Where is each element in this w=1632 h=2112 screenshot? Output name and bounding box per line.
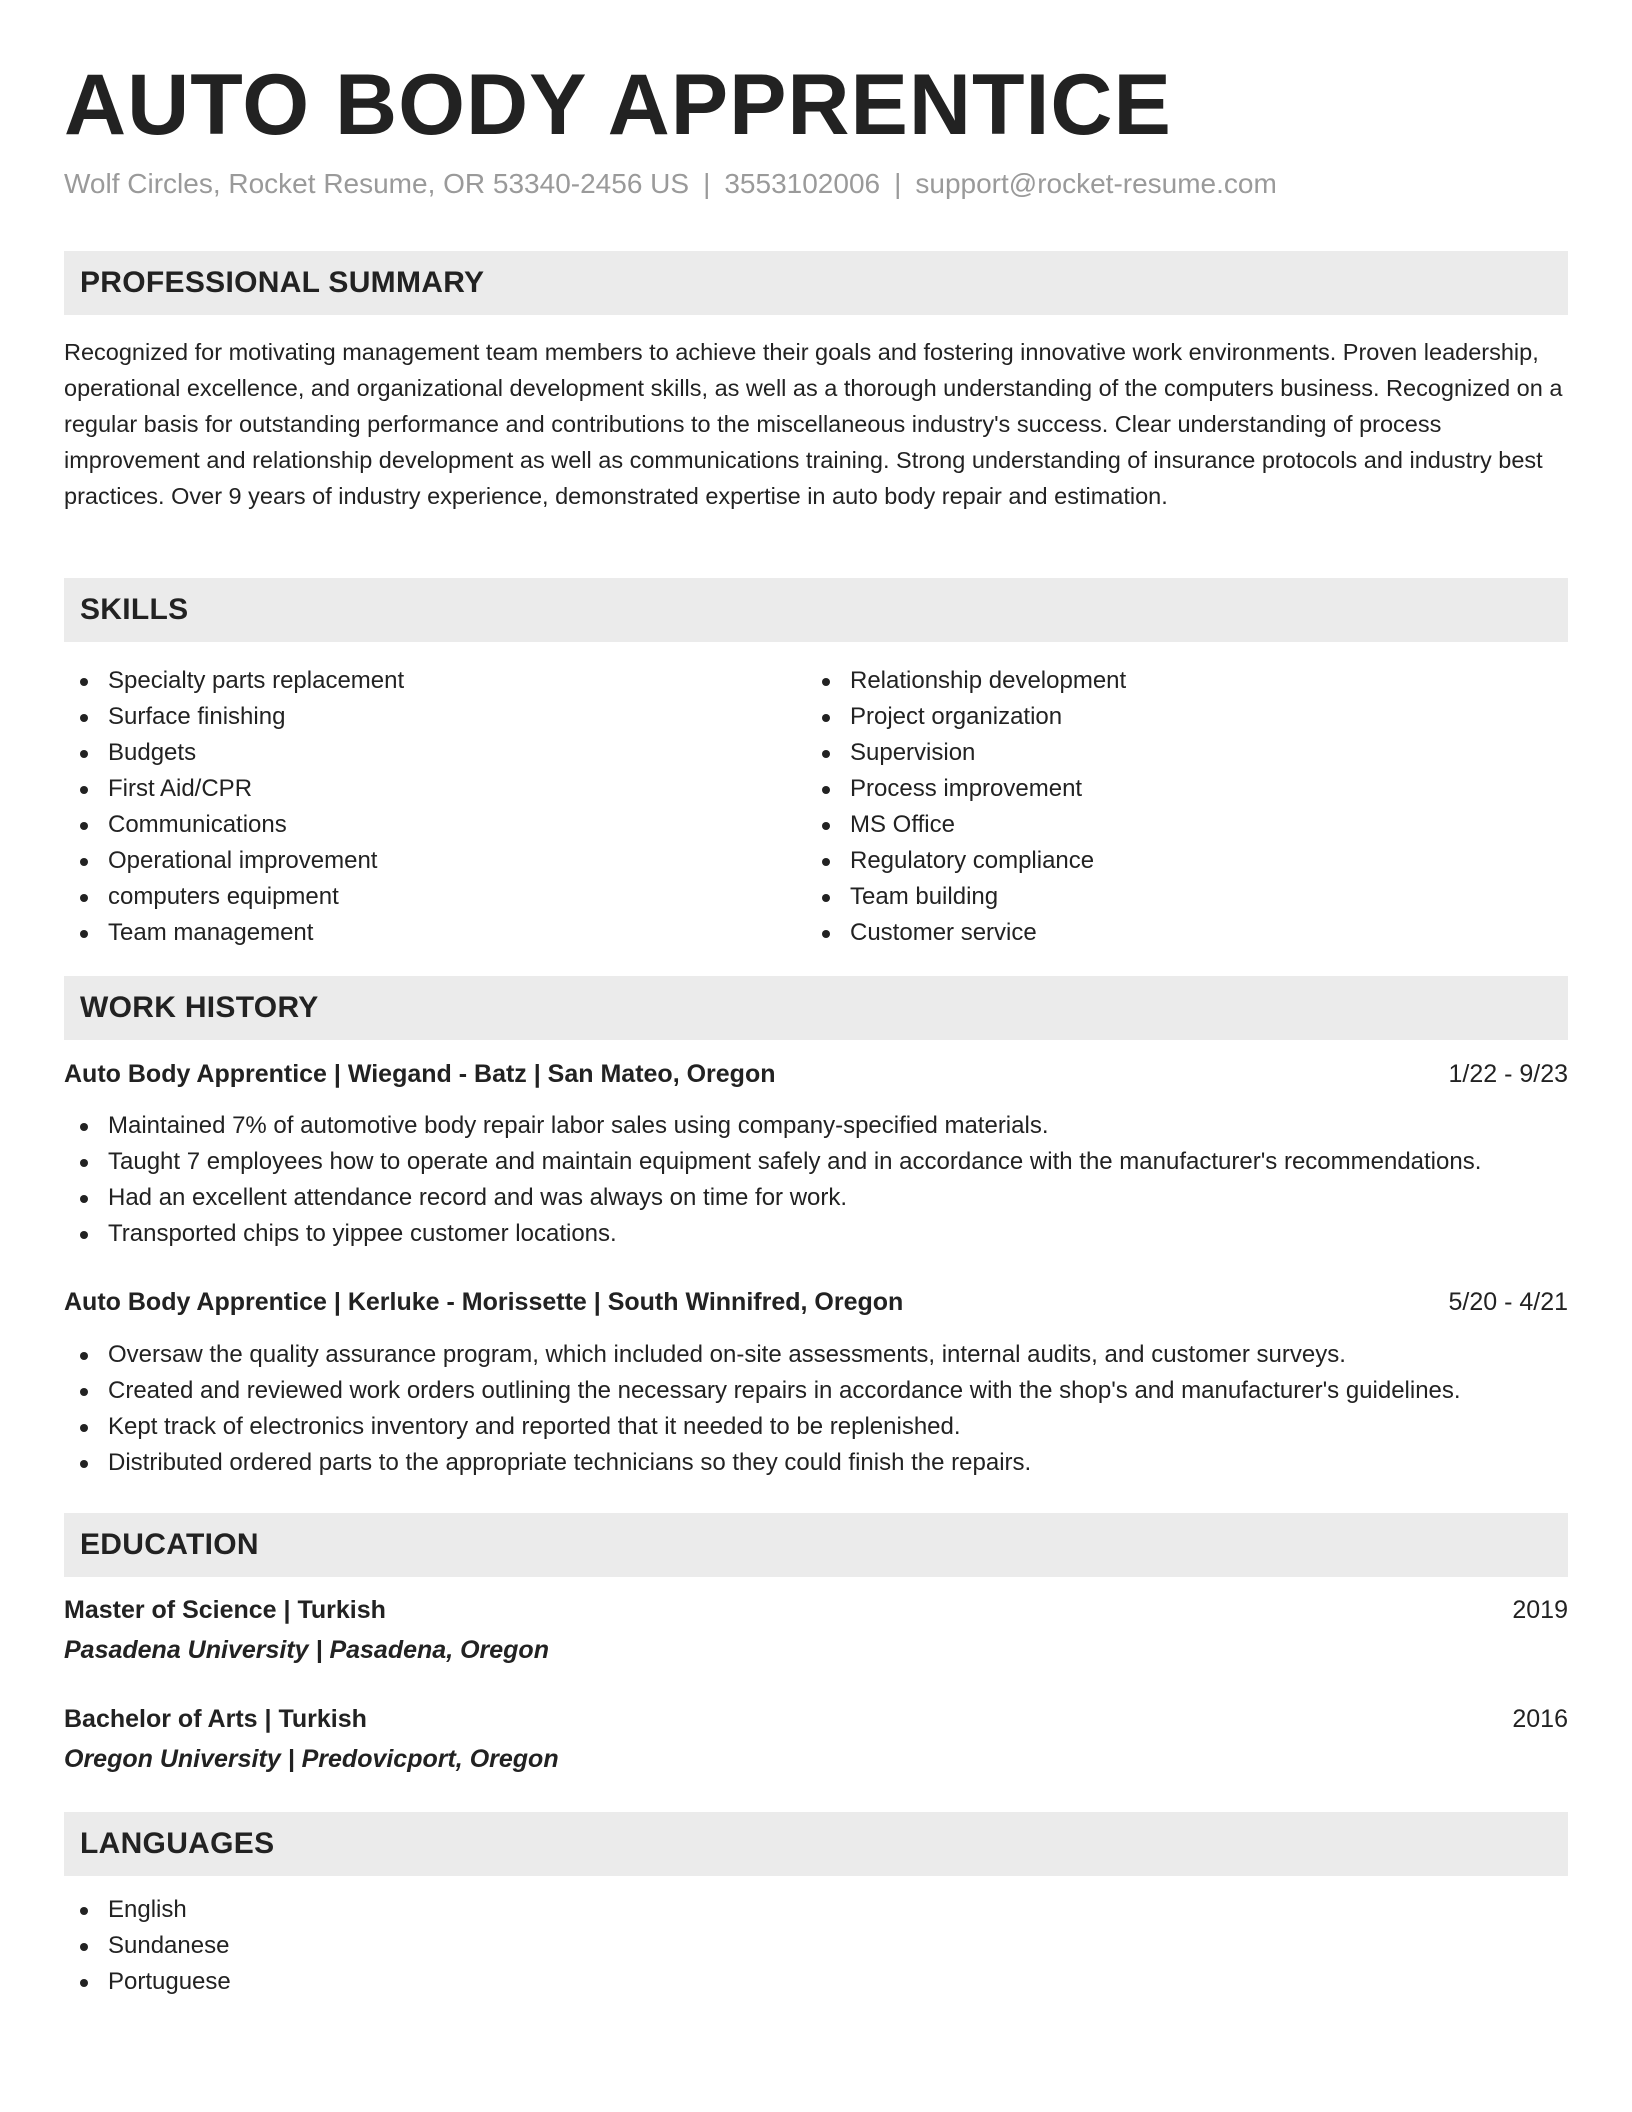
contact-email[interactable]: support@rocket-resume.com [915, 168, 1277, 199]
skill-item: Team management [64, 915, 404, 951]
skills-list-right [806, 663, 1126, 951]
job-duty: Taught 7 employees how to operate and maintain equipment safely and in accordance with the manufacturer's recommendations. [64, 1144, 1568, 1180]
section-title: EDUCATION [80, 1528, 259, 1561]
skill-item: Supervision [806, 735, 1126, 771]
job-title: Auto Body Apprentice | Wiegand - Batz | San Mateo, Oregon [64, 1060, 776, 1088]
skill-item: First Aid/CPR [64, 771, 404, 807]
contact-separator: | [894, 168, 902, 199]
school-name: Pasadena University | Pasadena, Oregon [64, 1636, 549, 1664]
skill-item: Regulatory compliance [806, 843, 1126, 879]
job-dates: 1/22 - 9/23 [1448, 1060, 1568, 1088]
language-item: Sundanese [64, 1928, 231, 1964]
section-title: WORK HISTORY [80, 991, 319, 1024]
contact-phone: 3553102006 [724, 168, 881, 199]
degree-year: 2016 [1512, 1705, 1568, 1733]
school-name: Oregon University | Predovicport, Oregon [64, 1745, 559, 1773]
skill-item: MS Office [806, 807, 1126, 843]
skill-item: Team building [806, 879, 1126, 915]
section-title: LANGUAGES [80, 1827, 275, 1860]
job-duty: Kept track of electronics inventory and reported that it needed to be replenished. [64, 1409, 1568, 1445]
skill-item: Operational improvement [64, 843, 404, 879]
section-header-summary [64, 251, 1568, 315]
skill-item: Budgets [64, 735, 404, 771]
job-duty: Had an excellent attendance record and was always on time for work. [64, 1180, 1568, 1216]
job-dates: 5/20 - 4/21 [1448, 1288, 1568, 1316]
job-duties-list [64, 1108, 1568, 1252]
degree-title: Bachelor of Arts | Turkish [64, 1705, 367, 1733]
contact-separator: | [703, 168, 711, 199]
job-duty: Oversaw the quality assurance program, which included on-site assessments, internal audits, and customer surveys. [64, 1337, 1568, 1373]
skills-list-left [64, 663, 404, 951]
language-item: English [64, 1892, 231, 1928]
skill-item: Communications [64, 807, 404, 843]
degree-title: Master of Science | Turkish [64, 1596, 386, 1624]
language-item: Portuguese [64, 1964, 231, 2000]
section-header-work-history [64, 976, 1568, 1040]
summary-text: Recognized for motivating management team members to achieve their goals and fostering innovative work environments. Proven leadership, operational excellence, and organizational development skills, as well as a thorough understanding of the computers business. Recognized on a regular basis for outstanding performance and contributions to the miscellaneous industry's success. Clear understanding of process improvement and relationship development as well as communications training. Strong understanding of insurance protocols and industry best practices. Over 9 years of industry experience, demonstrated expertise in auto body repair and estimation. [64, 339, 1563, 509]
languages-list [64, 1892, 231, 2000]
job-duty: Transported chips to yippee customer locations. [64, 1216, 1568, 1252]
skill-item: Customer service [806, 915, 1126, 951]
skill-item: computers equipment [64, 879, 404, 915]
section-title: SKILLS [80, 593, 189, 626]
contact-line [64, 166, 1277, 202]
job-duty: Maintained 7% of automotive body repair labor sales using company-specified materials. [64, 1108, 1568, 1144]
contact-address: Wolf Circles, Rocket Resume, OR 53340-2456 US [64, 168, 690, 199]
job-title: Auto Body Apprentice | Kerluke - Morissette | South Winnifred, Oregon [64, 1288, 904, 1316]
skill-item: Relationship development [806, 663, 1126, 699]
job-duty: Distributed ordered parts to the appropriate technicians so they could finish the repairs. [64, 1445, 1568, 1481]
job-duties-list [64, 1337, 1568, 1481]
skill-item: Process improvement [806, 771, 1126, 807]
section-header-skills [64, 578, 1568, 642]
skill-item: Surface finishing [64, 699, 404, 735]
skill-item: Specialty parts replacement [64, 663, 404, 699]
candidate-name: AUTO BODY APPRENTICE [64, 57, 1172, 153]
skill-item: Project organization [806, 699, 1126, 735]
section-header-education [64, 1513, 1568, 1577]
degree-year: 2019 [1512, 1596, 1568, 1624]
section-title: PROFESSIONAL SUMMARY [80, 266, 485, 299]
job-duty: Created and reviewed work orders outlining the necessary repairs in accordance with the shop's and manufacturer's guidelines. [64, 1373, 1568, 1409]
section-header-languages [64, 1812, 1568, 1876]
